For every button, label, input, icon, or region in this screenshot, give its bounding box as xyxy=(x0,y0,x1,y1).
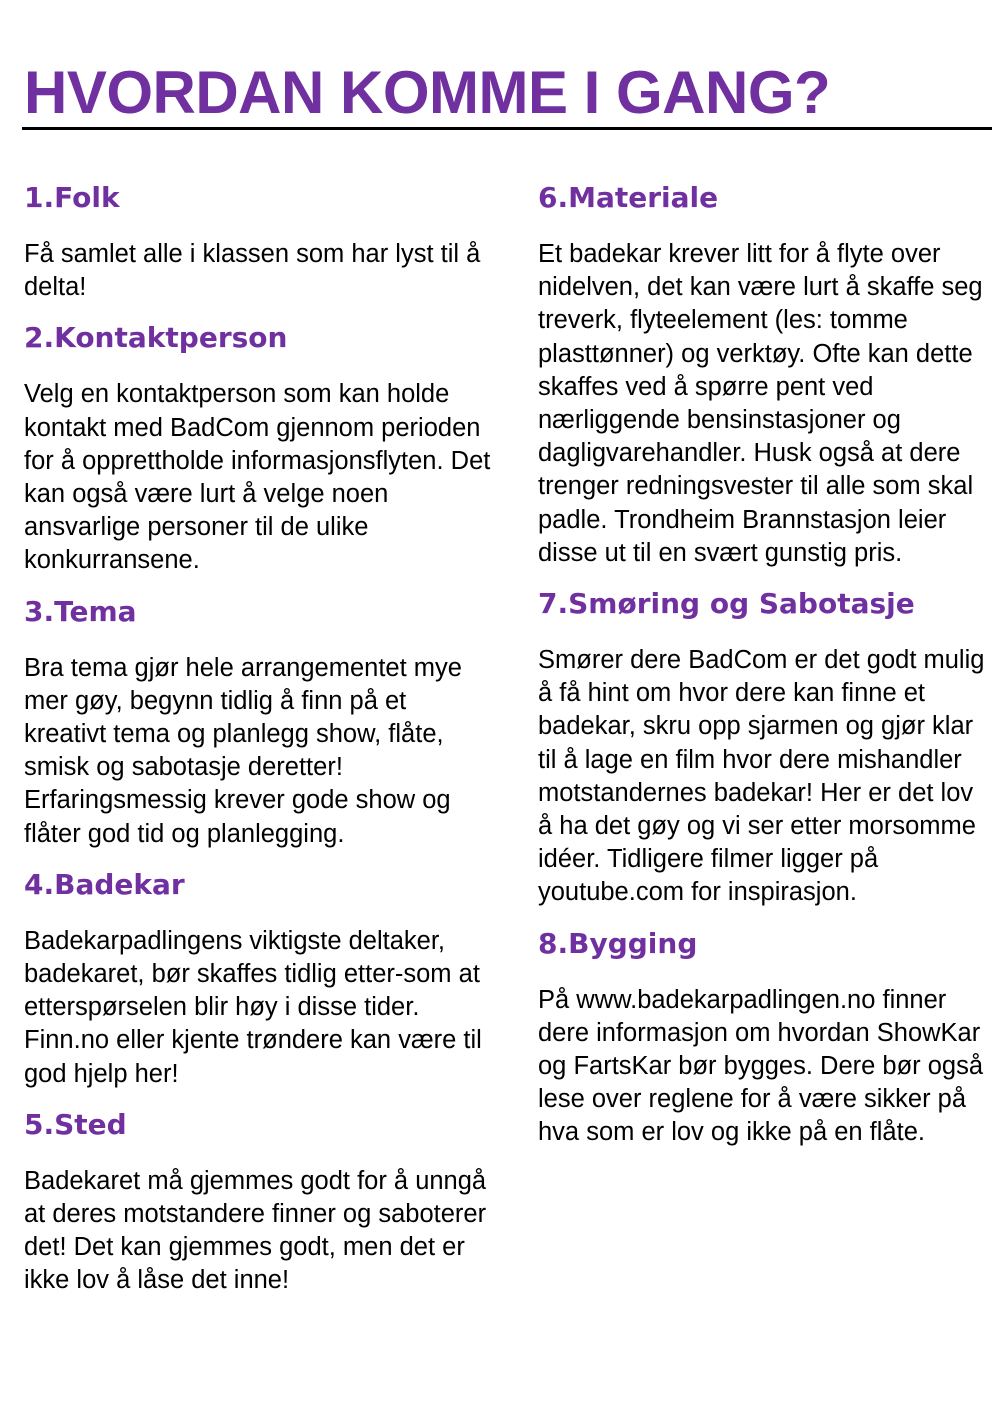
section-body: Smører dere BadCom er det godt mulig å få hint om hvor dere kan finne et badekar, skru opp sjarmen og gjør klar til å lage en film hvor dere mishandler motstandernes badekar! Her er det lov å ha det gøy og vi ser etter morsomme idéer. Tidligere filmer ligger på youtube.com for inspirasjon. xyxy=(538,646,985,907)
section-tema xyxy=(24,590,494,851)
section-materiale xyxy=(538,176,990,570)
section-body: Badekarpadlingens viktigste deltaker, badekaret, bør skaffes tidlig etter-som at etterspørselen blir høy i disse tider. Finn.no eller kjente trøndere kan være til god hjelp her! xyxy=(24,926,482,1088)
section-body: Badekaret må gjemmes godt for å unngå at deres motstandere finner og saboterer det! Det kan gjemmes godt, men det er ikke lov å låse det inne! xyxy=(24,1166,487,1295)
page-title: HVORDAN KOMME I GANG? xyxy=(24,59,831,126)
section-heading: 3.Tema xyxy=(24,594,137,628)
section-heading: 8.Bygging xyxy=(538,926,698,960)
section-body: På www.badekarpadlingen.no finner dere informasjon om hvordan ShowKar og FartsKar bør bygges. Dere bør også lese over reglene for å være sikker på hva som er lov og ikke på en flåte. xyxy=(538,985,984,1147)
section-kontaktperson xyxy=(24,316,494,577)
section-heading: 2.Kontaktperson xyxy=(24,321,288,355)
section-sted xyxy=(24,1103,494,1298)
section-heading: 5.Sted xyxy=(24,1107,127,1141)
section-heading: 7.Smøring og Sabotasje xyxy=(538,587,915,621)
section-folk xyxy=(24,176,494,304)
section-heading: 6.Materiale xyxy=(538,181,719,214)
section-smoring-og-sabotasje xyxy=(538,582,990,910)
section-badekar xyxy=(24,863,494,1091)
section-bygging xyxy=(538,922,990,1150)
right-column xyxy=(538,176,990,1162)
left-column xyxy=(24,176,494,1310)
section-body: Bra tema gjør hele arrangementet mye mer gøy, begynn tidlig å finn på et kreativt tema og planlegg show, flåte, smisk og sabotasje deretter! Erfaringsmessig krever gode show og flåter god tid og planlegging. xyxy=(24,653,462,848)
section-body: Få samlet alle i klassen som har lyst til å delta! xyxy=(24,240,481,302)
section-heading: 1.Folk xyxy=(24,181,120,214)
section-heading: 4.Badekar xyxy=(24,867,185,901)
title-divider xyxy=(22,127,992,130)
section-body: Velg en kontaktperson som kan holde kontakt med BadCom gjennom perioden for å opprettholde informasjonsflyten. Det kan også være lurt å velge noen ansvarlige personer til de ulike konkurransene. xyxy=(24,380,491,575)
section-body: Et badekar krever litt for å flyte over nidelven, det kan være lurt å skaffe seg treverk, flyteelement (les: tomme plasttønner) og verktøy. Ofte kan dette skaffes ved å spørre pent ved nærliggende bensinstasjoner og dagligvarehandler. Husk også at dere trenger redningsvester til alle som skal padle. Trondheim Brannstasjon leier disse ut til en svært gunstig pris. xyxy=(538,240,983,567)
